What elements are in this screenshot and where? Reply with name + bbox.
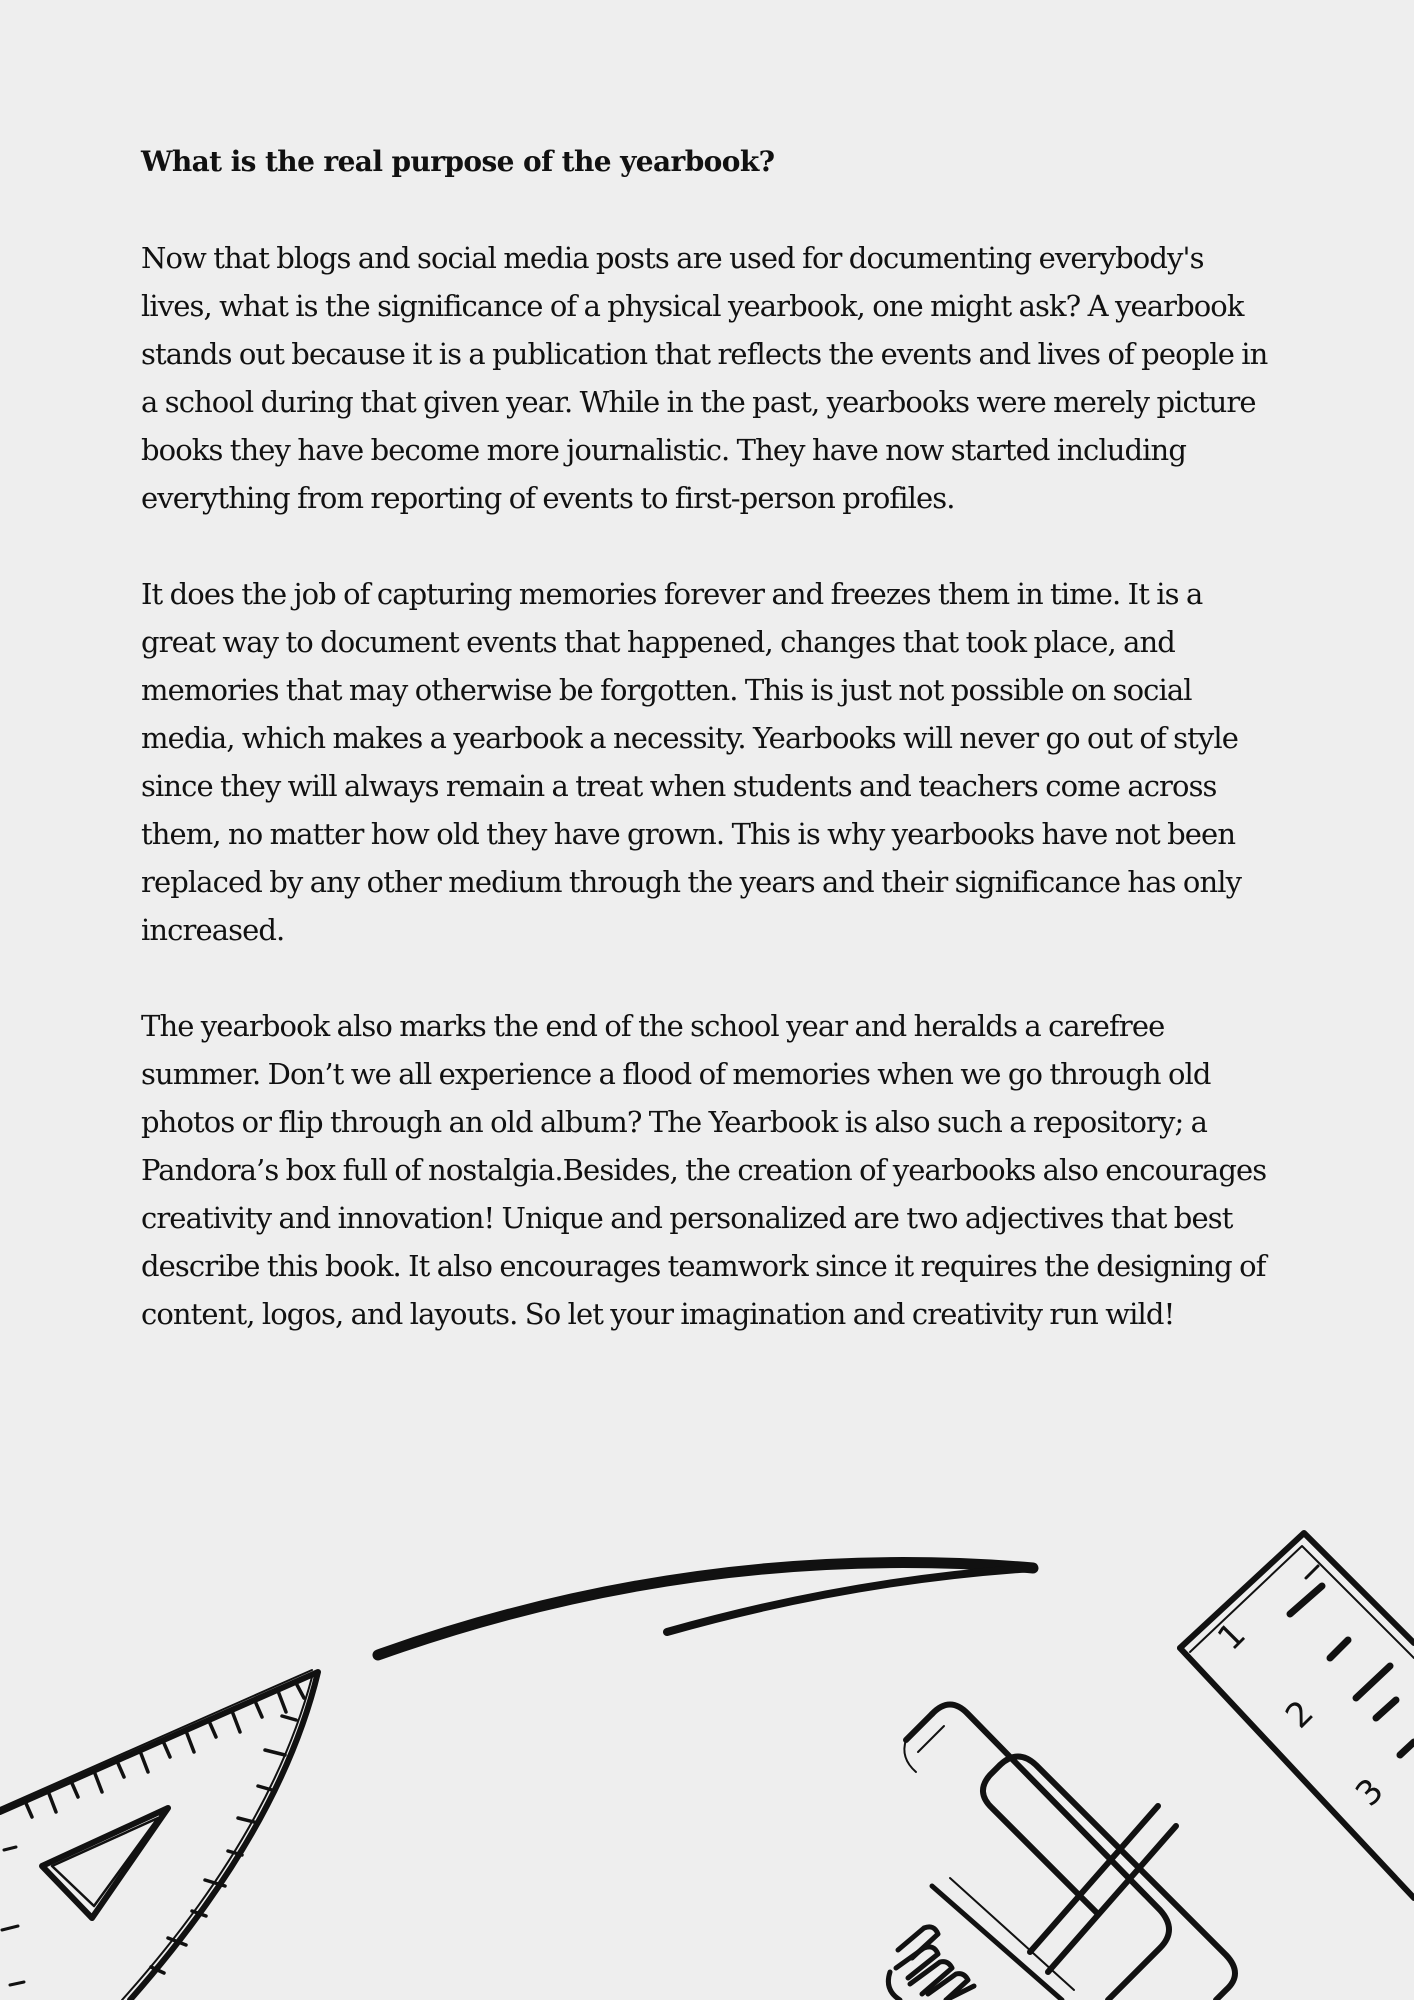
ruler-number-2: 2 (1278, 1692, 1322, 1737)
article-heading: What is the real purpose of the yearbook? (141, 145, 775, 178)
ruler-number-1: 1 (1210, 1614, 1254, 1659)
ruler-number-3: 3 (1348, 1770, 1392, 1815)
set-square-icon (0, 1670, 318, 2000)
swoosh-icon (378, 1563, 1033, 1655)
ruler-numbers (1210, 1615, 1392, 1815)
notebook-icon (888, 1705, 1235, 2000)
paragraph-2: It does the job of capturing memories forever and freezes them in time. It is a great way to document events that happened, changes that took place, and memories that may otherwise be forgotten. This is just not possible on social media, which makes a yearbook a necessity. Yearbooks will never go out of style since they will always remain a treat when students and teachers come across them, no matter how old they have grown. This is why yearbooks have not been replaced by any other medium through the years and their significance has only increased. (141, 577, 1242, 947)
paragraph-3: The yearbook also marks the end of the school year and heralds a carefree summer. Don’t we all experience a flood of memories when we go through old photos or flip through an old album? The Yearbook is also such a repository; a Pandora’s box full of nostalgia.Besides, the creation of yearbooks also encourages creativity and innovation! Unique and personalized are two adjectives that best describe this book. It also encourages teamwork since it requires the designing of content, logos, and layouts. So let your imagination and creativity run wild! (141, 1009, 1267, 1331)
paragraph-1: Now that blogs and social media posts are used for documenting everybody's lives, what is the significance of a physical yearbook, one might ask? A yearbook stands out because it is a publication that reflects the events and lives of people in a school during that given year. While in the past, yearbooks were merely picture books they have become more journalistic. They have now started including everything from reporting of events to first-person profiles. (141, 241, 1268, 515)
